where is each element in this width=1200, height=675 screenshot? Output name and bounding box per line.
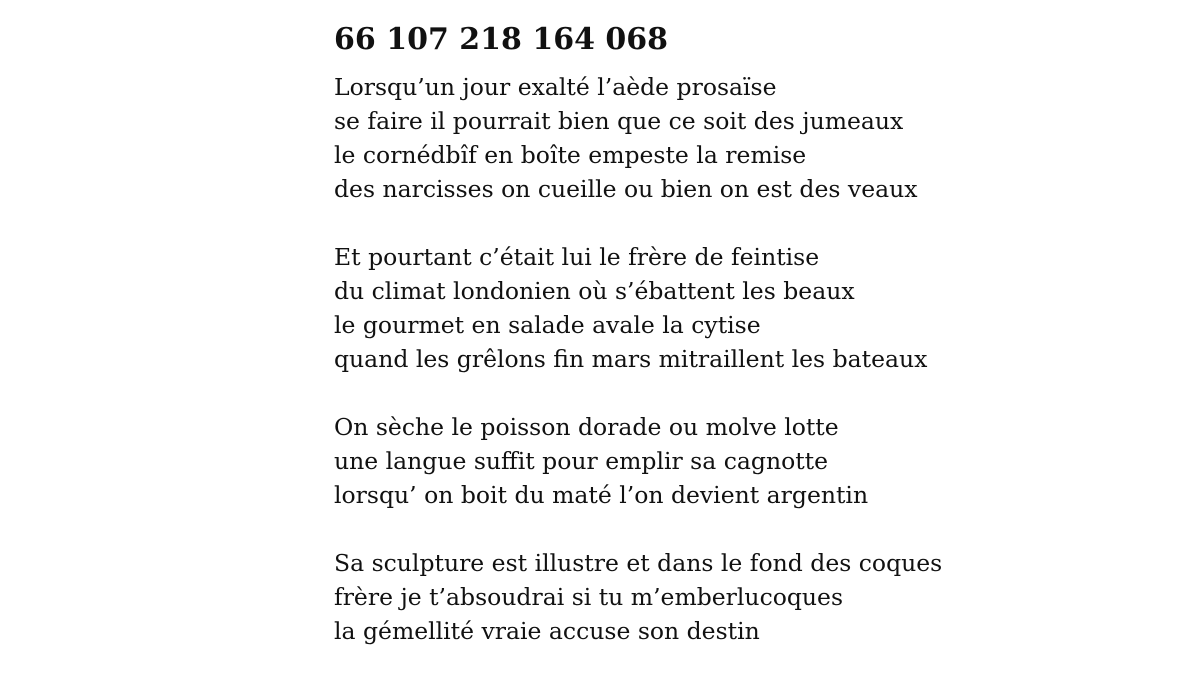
verse-line: lorsqu’ on boit du maté l’on devient argentin [334, 481, 869, 509]
stanza-1 [334, 70, 1154, 206]
stanza-3 [334, 410, 1154, 512]
stanza-2 [334, 240, 1154, 376]
stanza-4 [334, 546, 1154, 648]
verse-line: quand les grêlons fin mars mitraillent les bateaux [334, 345, 928, 373]
verse-line: des narcisses on cueille ou bien on est des veaux [334, 175, 918, 203]
verse-line: une langue suffit pour emplir sa cagnotte [334, 447, 829, 475]
verse-line: Lorsqu’un jour exalté l’aède prosaïse [334, 73, 777, 101]
verse-line: le gourmet en salade avale la cytise [334, 311, 761, 339]
verse-line: On sèche le poisson dorade ou molve lotte [334, 413, 839, 441]
verse-line: Sa sculpture est illustre et dans le fond des coques [334, 549, 943, 577]
verse-line: la gémellité vraie accuse son destin [334, 617, 760, 645]
poem-title: 66 107 218 164 068 [334, 22, 669, 57]
verse-line: se faire il pourrait bien que ce soit des jumeaux [334, 107, 904, 135]
verse-line: le cornédbîf en boîte empeste la remise [334, 141, 807, 169]
poem [334, 18, 1154, 648]
verse-line: Et pourtant c’était lui le frère de feintise [334, 243, 820, 271]
verse-line: frère je t’absoudrai si tu m’emberlucoques [334, 583, 844, 611]
verse-line: du climat londonien où s’ébattent les beaux [334, 277, 855, 305]
